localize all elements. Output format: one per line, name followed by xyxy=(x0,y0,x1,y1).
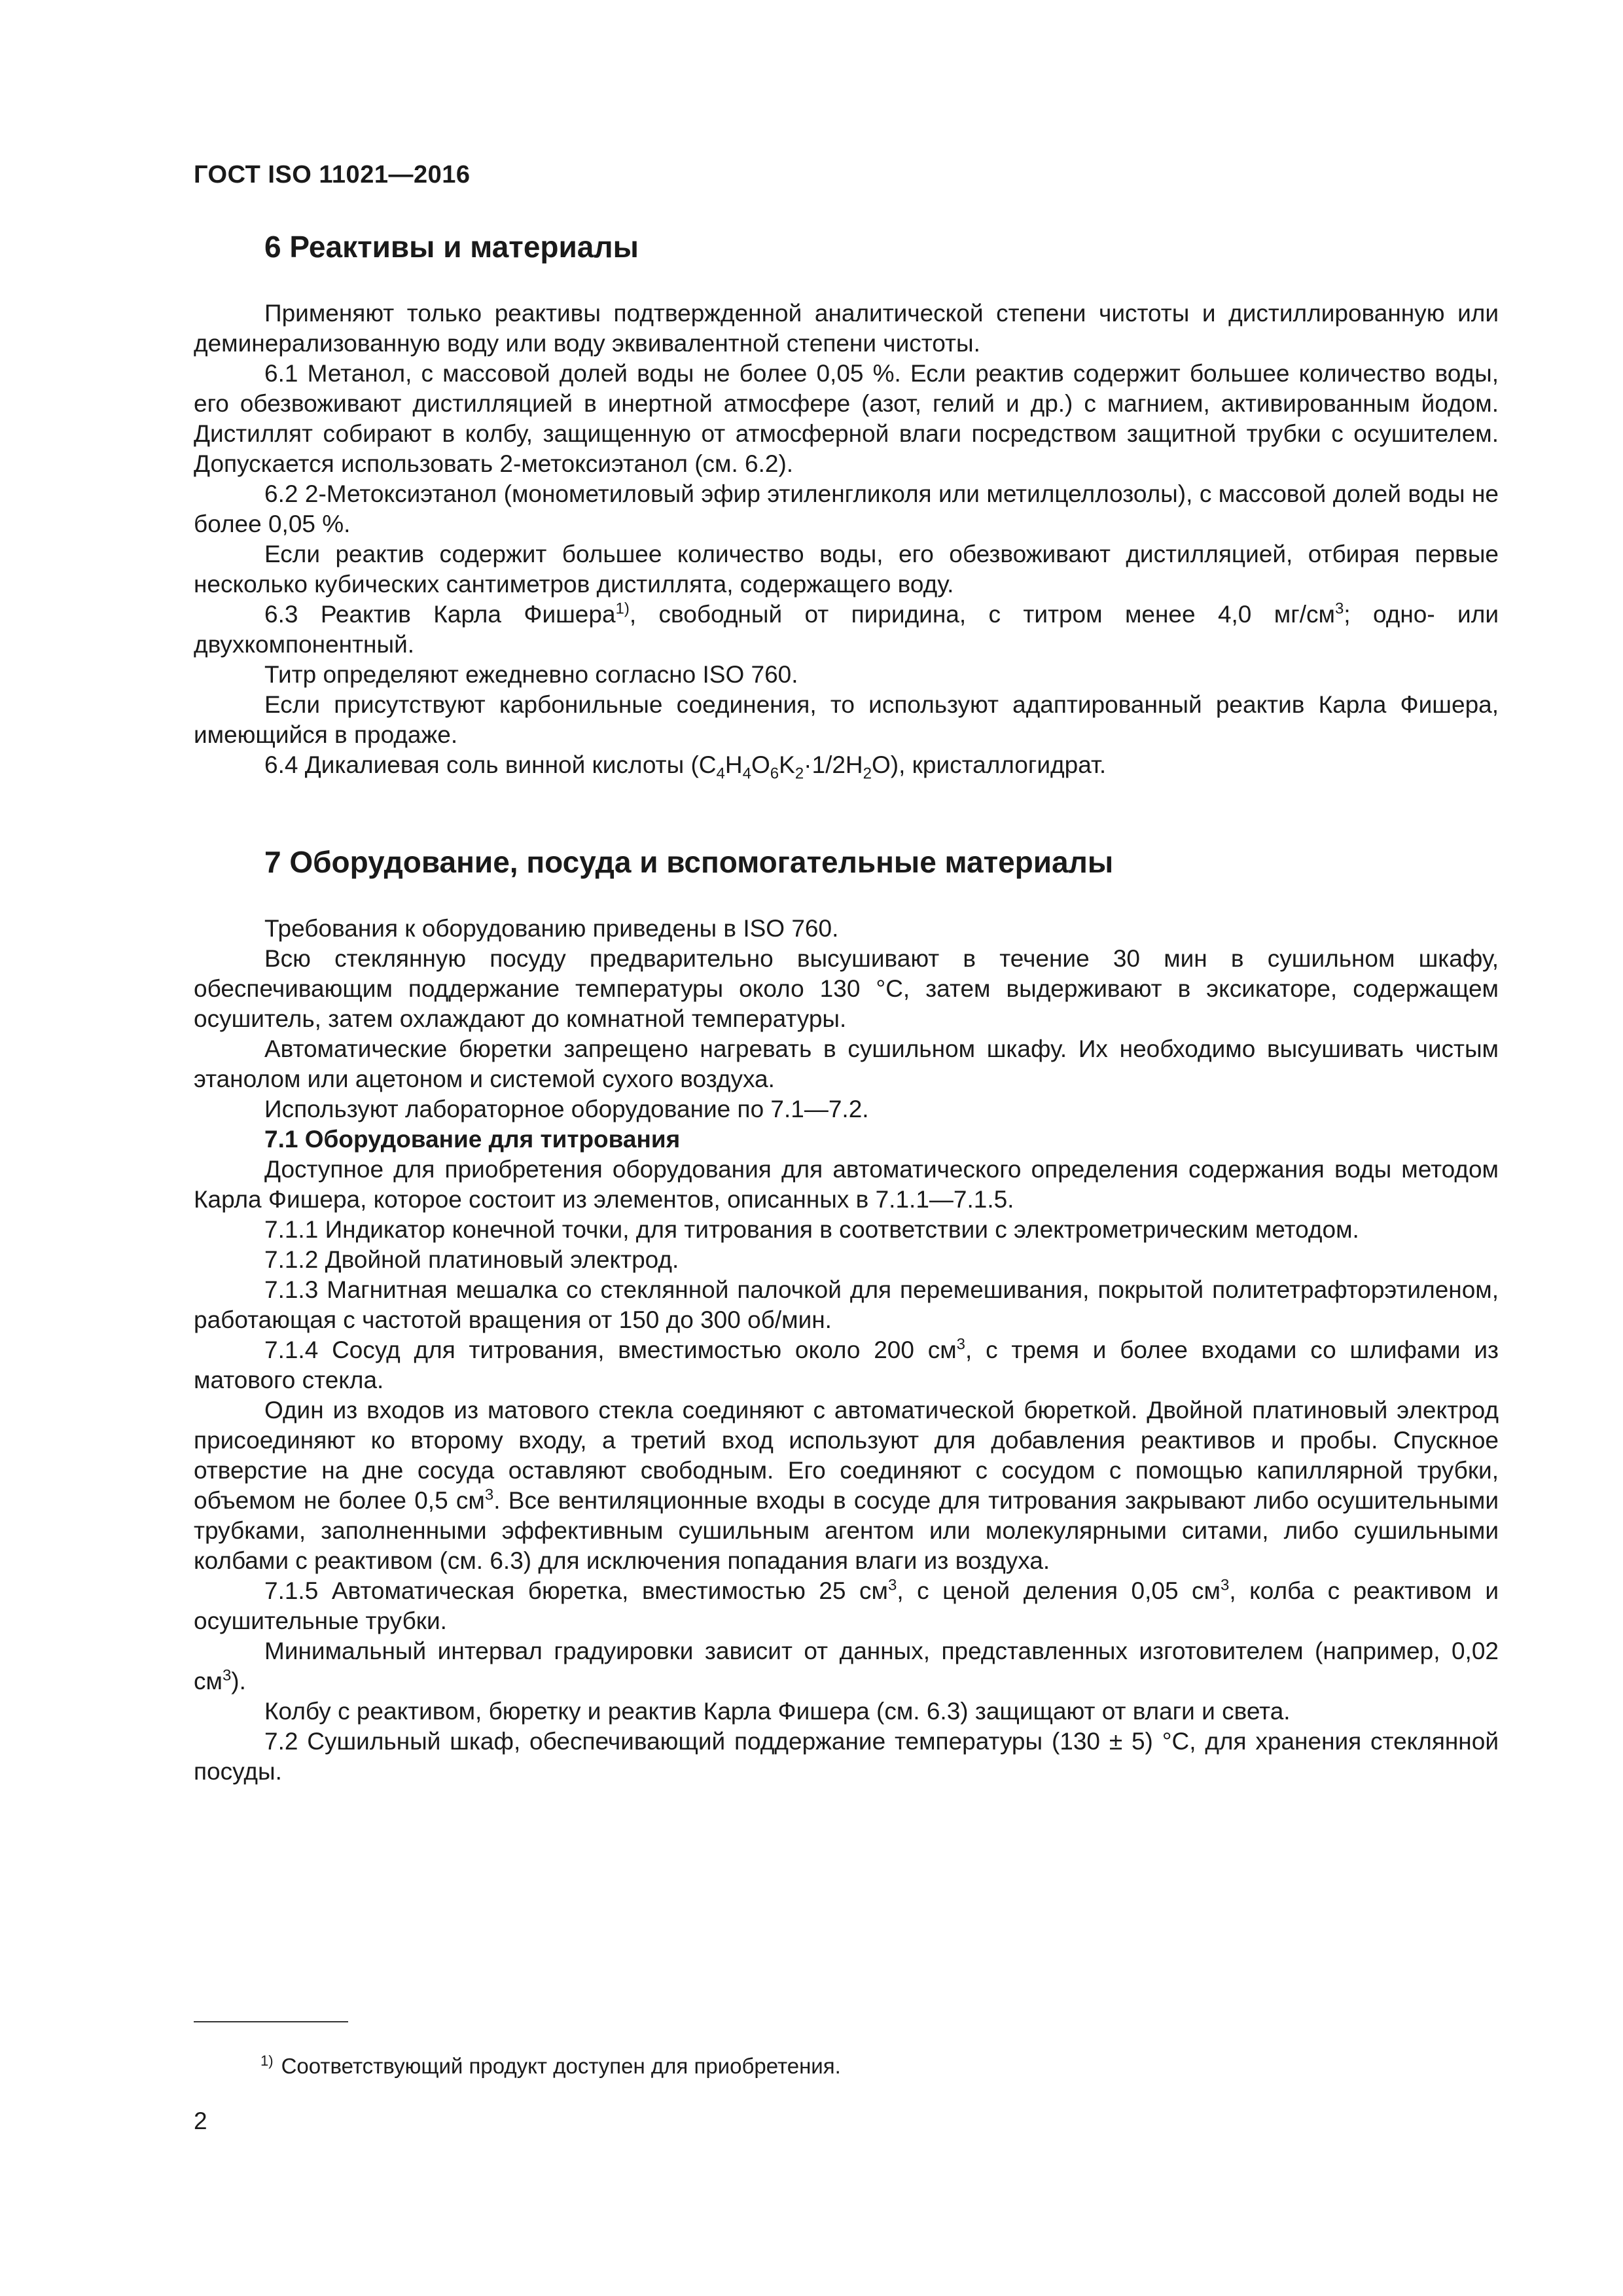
footnote-text: Соответствующий продукт доступен для приобретения. xyxy=(281,2054,841,2078)
paragraph: Используют лабораторное оборудование по 7.1—7.2. xyxy=(264,1096,869,1122)
paragraph: Требования к оборудованию приведены в ISO 760. xyxy=(264,915,839,942)
paragraph: Один из входов из матового стекла соединяют с автоматической бюреткой. Двойной платиновый электрод присоединяют ко второму входу, а третий вход используют для добавления реактивов и пробы. Спускное отверстие на дне сосуда оставляют свободным. Его соединяют с сосудом с помощью капиллярной трубки, объемом не более 0,5 $см^3$. Все вентиляционные входы в сосуде для титрования закрывают либо осушительными трубками, заполненными эффективным сушильным агентом или молекулярными ситами, либо сушильными колбами с реактивом (см. 6.3) для исключения попадания влаги из воздуха. xyxy=(194,1397,1499,1574)
paragraph: Титр определяют ежедневно согласно ISO 760. xyxy=(264,661,798,688)
section-7-title: 7 Оборудование, посуда и вспомогательные материалы xyxy=(264,845,1114,879)
footnote-ref: 1) xyxy=(615,600,630,618)
paragraph-7-2: 7.2 Сушильный шкаф, обеспечивающий поддержание температуры (130 ± 5) °C, для хранения стеклянной посуды. xyxy=(194,1728,1499,1785)
paragraph-7-1-1: 7.1.1 Индикатор конечной точки, для титрования в соответствии с электрометрическим методом. xyxy=(264,1216,1359,1243)
paragraph: Всю стеклянную посуду предварительно высушивают в течение 30 мин в сушильном шкафу, обеспечивающим поддержание температуры около 130 °C, затем выдерживают в эксикаторе, содержащем осушитель, затем охлаждают до комнатной температуры. xyxy=(194,945,1499,1032)
paragraph: Если присутствуют карбонильные соединения, то используют адаптированный реактив Карла Фишера, имеющийся в продаже. xyxy=(194,691,1499,748)
paragraph: Автоматические бюретки запрещено нагревать в сушильном шкафу. Их необходимо высушивать чистым этанолом или ацетоном и системой сухого воздуха. xyxy=(194,1035,1499,1092)
paragraph: Если реактив содержит большее количество воды, его обезвоживают дистилляцией, отбирая первые несколько кубических сантиметров дистиллята, содержащего воду. xyxy=(194,541,1499,598)
paragraph: Минимальный интервал градуировки зависит от данных, представленных изготовителем (например, 0,02 $см^3$). xyxy=(194,1638,1499,1695)
footnote xyxy=(260,2054,841,2079)
paragraph-6-1: 6.1 Метанол, с массовой долей воды не более 0,05 %. Если реактив содержит большее количество воды, его обезвоживают дистилляцией в инертной атмосфере (азот, гелий и др.) с магнием, активированным йодом. Дистиллят собирают в колбу, защищенную от атмосферной влаги посредством защитной трубки с осушителем. Допускается использовать 2-метоксиэтанол (см. 6.2). xyxy=(194,360,1499,477)
paragraph-7-1-3: 7.1.3 Магнитная мешалка со стеклянной палочкой для перемешивания, покрытой политетрафторэтиленом, работающая с частотой вращения от 150 до 300 об/мин. xyxy=(194,1276,1499,1333)
paragraph: Доступное для приобретения оборудования для автоматического определения содержания воды методом Карла Фишера, которое состоит из элементов, описанных в 7.1.1—7.1.5. xyxy=(194,1156,1499,1213)
footnote-divider xyxy=(194,2021,348,2022)
footnote-mark: 1) xyxy=(260,2053,274,2069)
paragraph-7-1-4: 7.1.4 Сосуд для титрования, вместимостью около 200 $см^3$, с тремя и более входами со шлифами из матового стекла. xyxy=(194,1335,1499,1393)
paragraph-6-4: 6.4 Дикалиевая соль винной кислоты $(C_4H_4O_6K_2\cdot 1/2H_2O)$, кристаллогидрат. xyxy=(264,751,1107,783)
paragraph-7-1-5: 7.1.5 Автоматическая бюретка, вместимостью 25 $см^3$, с ценой деления 0,05 $см^3$, колба с реактивом и осушительные трубки. xyxy=(194,1576,1499,1634)
section-6-title: 6 Реактивы и материалы xyxy=(264,230,639,264)
document-body xyxy=(194,229,1499,1787)
document-header: ГОСТ ISO 11021—2016 xyxy=(194,161,471,188)
paragraph: Применяют только реактивы подтвержденной аналитической степени чистоты и дистиллированную или деминерализованную воду или воду эквивалентной степени чистоты. xyxy=(194,300,1499,357)
section-6 xyxy=(194,229,1499,783)
paragraph-6-3: 6.3 Реактив Карла Фишера$^{1)}$, свободный от пиридина, с титром менее 4,0 $мг/см^3$; одно- или двухкомпонентный. xyxy=(194,600,1499,658)
paragraph-7-1-2: 7.1.2 Двойной платиновый электрод. xyxy=(264,1246,679,1273)
paragraph-6-2: 6.2 2-Метоксиэтанол (монометиловый эфир этиленгликоля или метилцеллозолы), с массовой долей воды не более 0,05 %. xyxy=(194,480,1499,537)
section-7 xyxy=(194,844,1499,1787)
subsection-7-1-title: 7.1 Оборудование для титрования xyxy=(264,1126,681,1153)
paragraph: Колбу с реактивом, бюретку и реактив Карла Фишера (см. 6.3) защищают от влаги и света. xyxy=(264,1698,1291,1725)
page-number: 2 xyxy=(194,2108,207,2134)
